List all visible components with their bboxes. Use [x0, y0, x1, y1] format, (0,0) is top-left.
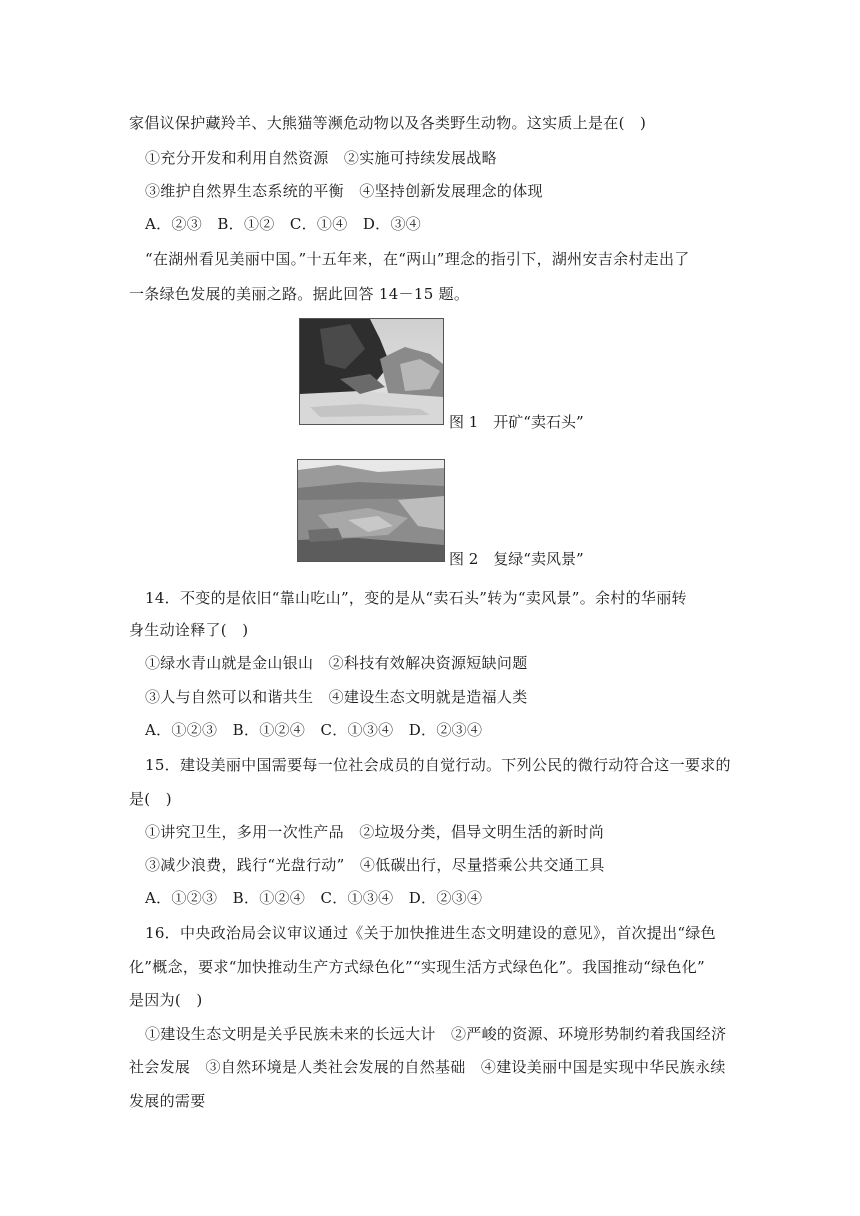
- material-intro-line-2: 一条绿色发展的美丽之路。据此回答 14－15 题。: [129, 285, 470, 303]
- q16-options-line-3: 发展的需要: [129, 1092, 206, 1110]
- question-16-stem-line-1: 16．中央政治局会议审议通过《关于加快推进生态文明建设的意见》，首次提出“绿色: [145, 924, 716, 942]
- question-13-stem-end: 家倡议保护藏羚羊、大熊猫等濒危动物以及各类野生动物。这实质上是在( ): [129, 114, 647, 132]
- q13-answer-choices: A．②③ B．①② C．①④ D．③④: [145, 215, 422, 233]
- q13-options-line-1: ①充分开发和利用自然资源 ②实施可持续发展战略: [145, 149, 497, 167]
- question-14-stem-line-2: 身生动诠释了( ): [129, 621, 249, 639]
- figure-1-quarry-image: [299, 318, 444, 425]
- question-16-stem-line-3: 是因为( ): [129, 991, 203, 1009]
- q15-answer-choices: A．①②③ B．①②④ C．①③④ D．②③④: [145, 889, 483, 907]
- quarry-photo: [300, 319, 443, 424]
- figure-1-caption: 图 1 开矿“卖石头”: [449, 413, 584, 431]
- q14-answer-choices: A．①②③ B．①②④ C．①③④ D．②③④: [145, 721, 483, 739]
- q15-options-line-2: ③减少浪费，践行“光盘行动” ④低碳出行，尽量搭乘公共交通工具: [145, 856, 605, 874]
- q15-options-line-1: ①讲究卫生，多用一次性产品 ②垃圾分类，倡导文明生活的新时尚: [145, 823, 605, 841]
- q16-options-line-2: 社会发展 ③自然环境是人类社会发展的自然基础 ④建设美丽中国是实现中华民族永续: [129, 1058, 726, 1076]
- question-14-stem-line-1: 14．不变的是依旧“靠山吃山”，变的是从“卖石头”转为“卖风景”。余村的华丽转: [145, 589, 687, 607]
- figure-2-landscape-image: [297, 459, 445, 562]
- figure-2-caption: 图 2 复绿“卖风景”: [449, 550, 584, 568]
- question-15-stem-line-1: 15．建设美丽中国需要每一位社会成员的自觉行动。下列公民的微行动符合这一要求的: [145, 756, 731, 774]
- question-16-stem-line-2: 化”概念，要求“加快推动生产方式绿色化”“实现生活方式绿色化”。我国推动“绿色化”: [129, 958, 705, 976]
- q13-options-line-2: ③维护自然界生态系统的平衡 ④坚持创新发展理念的体现: [145, 182, 543, 200]
- q14-options-line-1: ①绿水青山就是金山银山 ②科技有效解决资源短缺问题: [145, 654, 528, 672]
- landscape-photo: [298, 460, 444, 561]
- question-15-stem-line-2: 是( ): [129, 790, 172, 808]
- material-intro-line-1: “在湖州看见美丽中国。”十五年来，在“两山”理念的指引下，湖州安吉余村走出了: [145, 250, 690, 268]
- q14-options-line-2: ③人与自然可以和谐共生 ④建设生态文明就是造福人类: [145, 688, 528, 706]
- q16-options-line-1: ①建设生态文明是关乎民族未来的长远大计 ②严峻的资源、环境形势制约着我国经济: [145, 1025, 727, 1043]
